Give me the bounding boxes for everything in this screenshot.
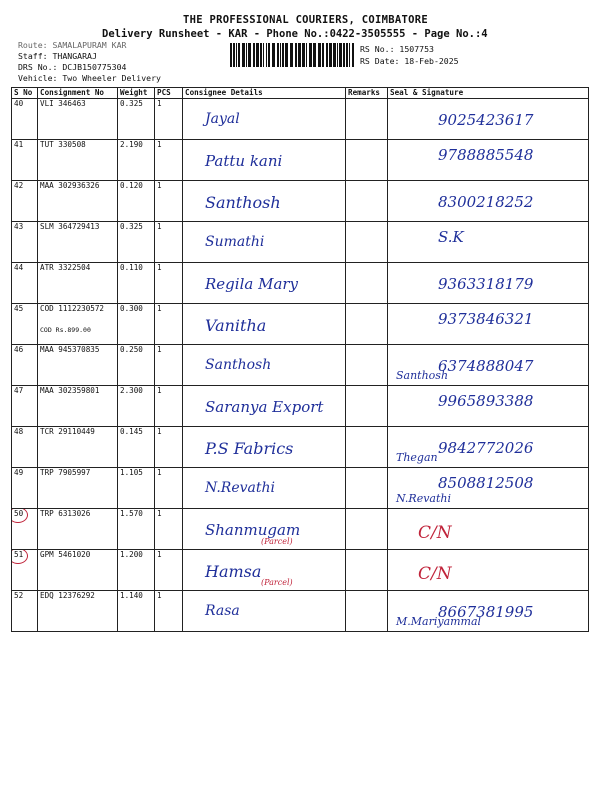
row-weight: 2.300 xyxy=(118,386,155,427)
consignee-handwriting: Sumathi xyxy=(205,234,265,250)
row-remarks xyxy=(346,427,388,468)
red-circle-mark xyxy=(12,550,29,565)
table-row xyxy=(12,550,589,591)
col-pcs: PCS xyxy=(155,88,183,99)
signature-extra: N.Revathi xyxy=(396,492,452,505)
row-consignment xyxy=(38,99,118,140)
row-weight: 2.190 xyxy=(118,140,155,181)
table-row xyxy=(12,304,589,345)
row-signature xyxy=(388,345,589,386)
row-consignee xyxy=(183,304,346,345)
row-sno xyxy=(12,468,38,509)
sno-text: 49 xyxy=(14,468,24,477)
vehicle-text: Vehicle: Two Wheeler Delivery xyxy=(18,73,161,83)
parcel-tag: (Parcel) xyxy=(261,537,293,546)
row-sno xyxy=(12,591,38,632)
row-sno xyxy=(12,345,38,386)
row-pcs: 1 xyxy=(155,468,183,509)
row-signature xyxy=(388,181,589,222)
row-consignee xyxy=(183,386,346,427)
row-pcs: 1 xyxy=(155,263,183,304)
row-weight: 1.200 xyxy=(118,550,155,591)
row-signature xyxy=(388,427,589,468)
consignee-handwriting: Santhosh xyxy=(205,357,272,373)
consignment-text: ATR 3322504 xyxy=(40,263,91,272)
row-consignee xyxy=(183,427,346,468)
col-weight: Weight xyxy=(118,88,155,99)
signature-handwriting: 9373846321 xyxy=(438,310,534,328)
col-signature: Seal & Signature xyxy=(388,88,589,99)
company-title: THE PROFESSIONAL COURIERS, COIMBATORE xyxy=(183,14,428,26)
signature-handwriting: C/N xyxy=(418,564,452,584)
row-remarks xyxy=(346,591,388,632)
row-weight: 1.105 xyxy=(118,468,155,509)
row-remarks xyxy=(346,509,388,550)
table-row xyxy=(12,263,589,304)
row-sno xyxy=(12,427,38,468)
table-row xyxy=(12,468,589,509)
row-weight: 0.145 xyxy=(118,427,155,468)
consignment-text: MAA 302359801 xyxy=(40,386,100,395)
table-row xyxy=(12,427,589,468)
sno-text: 41 xyxy=(14,140,24,149)
cod-amount: COD Rs.899.00 xyxy=(40,326,91,334)
row-consignment xyxy=(38,550,118,591)
row-consignee xyxy=(183,345,346,386)
row-signature xyxy=(388,222,589,263)
consignment-text: EDQ 12376292 xyxy=(40,591,95,600)
row-pcs: 1 xyxy=(155,181,183,222)
row-weight: 0.250 xyxy=(118,345,155,386)
row-sno xyxy=(12,550,38,591)
consignee-handwriting: Saranya Export xyxy=(205,398,324,416)
consignment-text: TRP 7905997 xyxy=(40,468,91,477)
col-consignment: Consignment No xyxy=(38,88,118,99)
table-row xyxy=(12,99,589,140)
signature-handwriting: 9363318179 xyxy=(438,275,534,293)
sno-text: 51 xyxy=(14,550,24,559)
consignee-handwriting: N.Revathi xyxy=(205,480,276,496)
rs-date: RS Date: 18-Feb-2025 xyxy=(360,56,459,66)
parcel-tag: (Parcel) xyxy=(261,578,293,587)
row-weight: 0.300 xyxy=(118,304,155,345)
barcode-graphic xyxy=(230,43,355,67)
row-signature xyxy=(388,140,589,181)
consignee-handwriting: P.S Fabrics xyxy=(205,439,294,458)
consignee-handwriting: Pattu kani xyxy=(205,152,283,170)
row-pcs: 1 xyxy=(155,222,183,263)
table-row xyxy=(12,386,589,427)
table-row xyxy=(12,509,589,550)
row-consignee xyxy=(183,181,346,222)
row-sno xyxy=(12,222,38,263)
row-consignment xyxy=(38,427,118,468)
row-consignment xyxy=(38,509,118,550)
row-remarks xyxy=(346,345,388,386)
consignment-text: TRP 6313026 xyxy=(40,509,91,518)
row-sno xyxy=(12,304,38,345)
consignee-handwriting: Santhosh xyxy=(205,193,281,212)
signature-handwriting: 8508812508 xyxy=(438,474,534,492)
staff-text: Staff: THANGARAJ xyxy=(18,51,97,61)
row-consignee xyxy=(183,550,346,591)
consignment-text: VLI 346463 xyxy=(40,99,86,108)
signature-extra: Thegan xyxy=(396,451,438,464)
row-weight: 1.570 xyxy=(118,509,155,550)
row-consignment xyxy=(38,222,118,263)
row-consignee xyxy=(183,140,346,181)
consignee-handwriting: Vanitha xyxy=(205,316,267,335)
table-row xyxy=(12,345,589,386)
signature-handwriting: 6374888047 xyxy=(438,357,534,375)
row-consignee xyxy=(183,509,346,550)
row-consignment xyxy=(38,386,118,427)
row-consignment xyxy=(38,181,118,222)
consignment-text: TUT 330508 xyxy=(40,140,86,149)
signature-handwriting: S.K xyxy=(438,228,464,246)
signature-extra: Santhosh xyxy=(396,369,449,382)
sno-text: 47 xyxy=(14,386,24,395)
row-remarks xyxy=(346,99,388,140)
red-circle-mark xyxy=(12,509,29,524)
consignment-text: GPM 5461020 xyxy=(40,550,91,559)
row-consignment xyxy=(38,591,118,632)
col-consignee: Consignee Details xyxy=(183,88,346,99)
row-signature xyxy=(388,386,589,427)
consignment-text: SLM 364729413 xyxy=(40,222,100,231)
row-pcs: 1 xyxy=(155,386,183,427)
sno-text: 46 xyxy=(14,345,24,354)
row-remarks xyxy=(346,550,388,591)
row-pcs: 1 xyxy=(155,304,183,345)
sno-text: 44 xyxy=(14,263,24,272)
table-row xyxy=(12,140,589,181)
sno-text: 52 xyxy=(14,591,24,600)
row-consignee xyxy=(183,99,346,140)
rs-number: RS No.: 1507753 xyxy=(360,44,434,54)
row-remarks xyxy=(346,304,388,345)
row-pcs: 1 xyxy=(155,509,183,550)
row-signature xyxy=(388,550,589,591)
sno-text: 50 xyxy=(14,509,24,518)
consignee-handwriting: Hamsa xyxy=(205,562,262,581)
signature-handwriting: 8300218252 xyxy=(438,193,534,211)
signature-handwriting: C/N xyxy=(418,523,452,543)
row-sno xyxy=(12,181,38,222)
row-remarks xyxy=(346,140,388,181)
table-row xyxy=(12,222,589,263)
row-consignee xyxy=(183,263,346,304)
row-weight: 0.325 xyxy=(118,222,155,263)
signature-extra: M.Mariyammal xyxy=(396,615,482,628)
sno-text: 48 xyxy=(14,427,24,436)
row-pcs: 1 xyxy=(155,99,183,140)
row-consignment xyxy=(38,345,118,386)
col-remarks: Remarks xyxy=(346,88,388,99)
row-pcs: 1 xyxy=(155,427,183,468)
row-weight: 0.120 xyxy=(118,181,155,222)
row-sno xyxy=(12,99,38,140)
row-remarks xyxy=(346,468,388,509)
sno-text: 42 xyxy=(14,181,24,190)
row-weight: 0.325 xyxy=(118,99,155,140)
row-remarks xyxy=(346,181,388,222)
row-consignment xyxy=(38,304,118,345)
row-consignee xyxy=(183,222,346,263)
row-sno xyxy=(12,263,38,304)
row-weight: 1.140 xyxy=(118,591,155,632)
consignee-handwriting: Rasa xyxy=(205,603,240,619)
row-signature xyxy=(388,468,589,509)
row-consignment xyxy=(38,468,118,509)
row-pcs: 1 xyxy=(155,591,183,632)
runsheet-title: Delivery Runsheet - KAR - Phone No.:0422-3505555 - Page No.:4 xyxy=(102,28,488,40)
table-header-row xyxy=(12,88,589,99)
row-sno xyxy=(12,140,38,181)
row-consignee xyxy=(183,468,346,509)
consignee-handwriting: Regila Mary xyxy=(205,275,299,293)
row-signature xyxy=(388,263,589,304)
row-consignment xyxy=(38,263,118,304)
row-pcs: 1 xyxy=(155,550,183,591)
signature-handwriting: 9025423617 xyxy=(438,111,534,129)
sno-text: 40 xyxy=(14,99,24,108)
row-signature xyxy=(388,509,589,550)
row-consignment xyxy=(38,140,118,181)
col-sno: S No xyxy=(12,88,38,99)
route-text: Route: SAMALAPURAM KAR xyxy=(18,40,127,50)
consignment-text: MAA 302936326 xyxy=(40,181,100,190)
row-remarks xyxy=(346,386,388,427)
sno-text: 45 xyxy=(14,304,24,313)
row-sno xyxy=(12,509,38,550)
table-row xyxy=(12,181,589,222)
signature-handwriting: 9965893388 xyxy=(438,392,534,410)
signature-handwriting: 9788885548 xyxy=(438,146,534,164)
row-remarks xyxy=(346,222,388,263)
signature-handwriting: 8667381995 xyxy=(438,603,534,621)
consignment-text: MAA 945370835 xyxy=(40,345,100,354)
signature-handwriting: 9842772026 xyxy=(438,439,534,457)
sno-text: 43 xyxy=(14,222,24,231)
row-signature xyxy=(388,591,589,632)
row-signature xyxy=(388,304,589,345)
row-pcs: 1 xyxy=(155,345,183,386)
consignee-handwriting: Jayal xyxy=(205,111,240,127)
row-remarks xyxy=(346,263,388,304)
row-signature xyxy=(388,99,589,140)
drs-text: DRS No.: DCJB150775304 xyxy=(18,62,127,72)
consignee-handwriting: Shanmugam xyxy=(205,521,301,539)
consignment-text: TCR 29110449 xyxy=(40,427,95,436)
row-weight: 0.110 xyxy=(118,263,155,304)
runsheet-table xyxy=(11,87,589,632)
row-sno xyxy=(12,386,38,427)
barcode xyxy=(230,43,355,67)
row-consignee xyxy=(183,591,346,632)
consignment-text: COD 1112230572 xyxy=(40,304,105,313)
table-row xyxy=(12,591,589,632)
row-pcs: 1 xyxy=(155,140,183,181)
